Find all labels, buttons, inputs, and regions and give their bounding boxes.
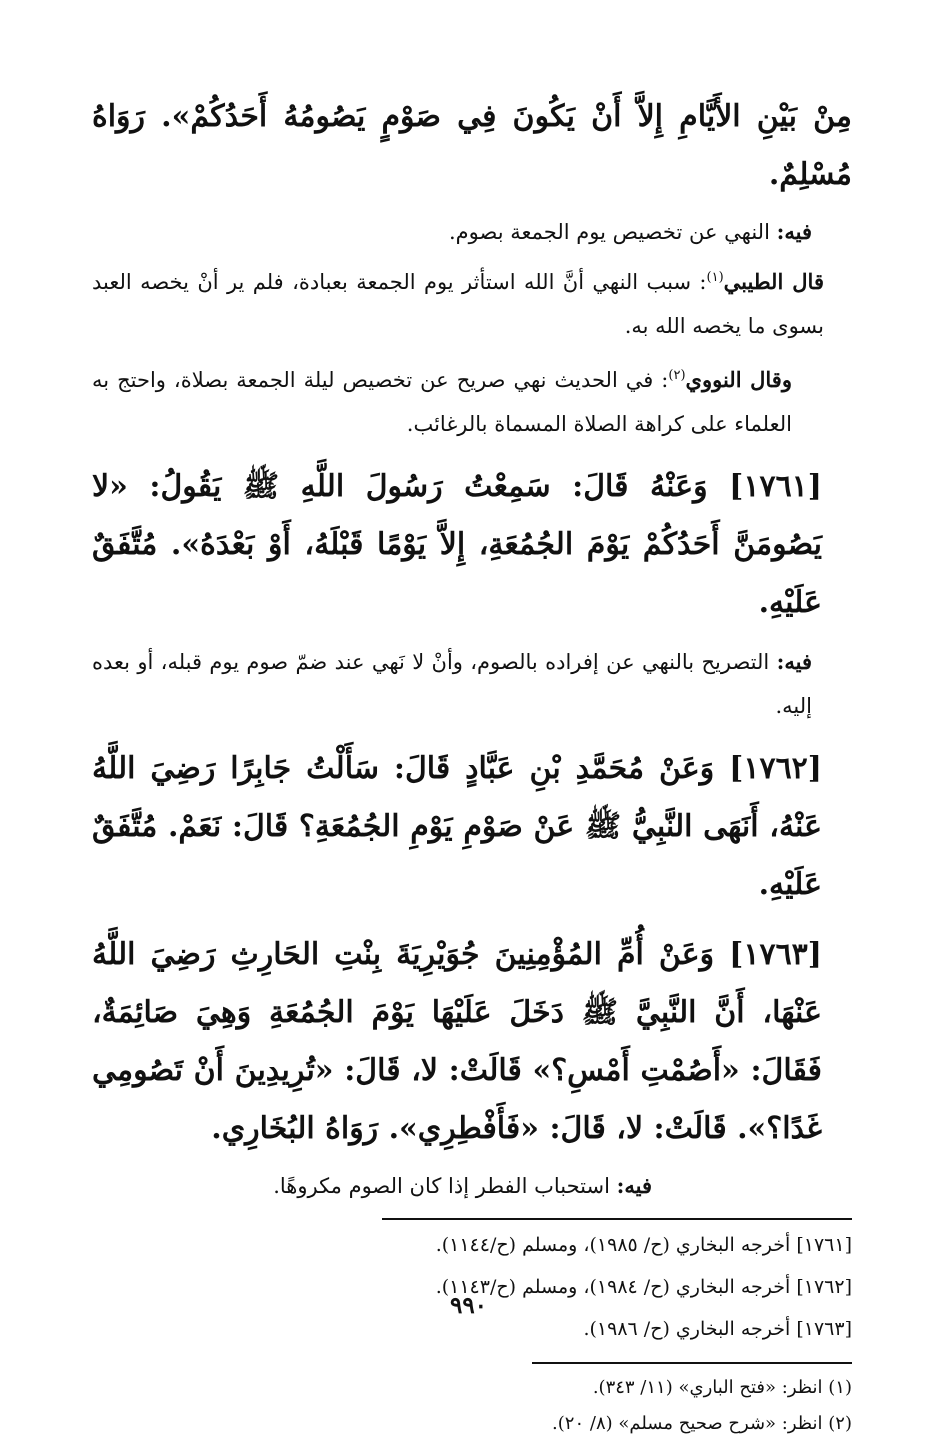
commentary-label: فيه: bbox=[776, 219, 812, 244]
commentary-text: النهي عن تخصيص يوم الجمعة بصوم. bbox=[449, 220, 770, 244]
source-1761: [١٧٦١] أخرجه البخاري (ح/ ١٩٨٥)، ومسلم (ح/١١٤٤). bbox=[435, 1234, 852, 1256]
nawawi-quote bbox=[92, 358, 852, 446]
commentary-1763 bbox=[92, 1164, 852, 1208]
hadith-1762: [١٧٦٢] وَعَنْ مُحَمَّدِ بْنِ عَبَّادٍ قَالَ: سَأَلْتُ جَابِرًا رَضِيَ اللَّهُ عَنْهُ، أَنَهَى النَّبِيُّ ﷺ عَنْ صَوْمِ يَوْمِ الجُمُعَةِ؟ قَالَ: نَعَمْ. مُتَّفَقٌ عَلَيْهِ. bbox=[92, 751, 822, 902]
footnote-ref-2: (٢) bbox=[668, 368, 686, 383]
source-1763: [١٧٦٣] أخرجه البخاري (ح/ ١٩٨٦). bbox=[583, 1318, 852, 1340]
commentary-label: فيه: bbox=[616, 1173, 652, 1198]
footnote-list bbox=[92, 1370, 852, 1442]
tibi-label: قال الطيبي bbox=[723, 269, 824, 294]
sources-divider bbox=[382, 1218, 852, 1220]
footnote-2: (٢) انظر: «شرح صحيح مسلم» (٨/ ٢٠). bbox=[552, 1413, 852, 1434]
footnotes-divider bbox=[532, 1362, 852, 1364]
commentary-text: استحباب الفطر إذا كان الصوم مكروهًا. bbox=[273, 1174, 610, 1198]
commentary-1761 bbox=[92, 640, 852, 728]
tibi-text: : سبب النهي أنَّ الله استأثر يوم الجمعة بعبادة، فلم ير أنْ يخصه العبد بسوى ما يخصه الله به. bbox=[92, 270, 824, 338]
source-list bbox=[92, 1224, 852, 1350]
footnote-ref-1: (١) bbox=[706, 270, 724, 285]
hadith-1763: [١٧٦٣] وَعَنْ أُمِّ المُؤْمِنِينَ جُوَيْرِيَةَ بِنْتِ الحَارِثِ رَضِيَ اللَّهُ عَنْهَا، أَنَّ النَّبِيَّ ﷺ دَخَلَ عَلَيْهَا يَوْمَ الجُمُعَةِ وَهِيَ صَائِمَةٌ، فَقَالَ: «أَصُمْتِ أَمْسِ؟» قَالَتْ: لا، قَالَ: «تُرِيدِينَ أَنْ تَصُومِي غَدًا؟». قَالَتْ: لا، قَالَ: «فَأَفْطِرِي». رَوَاهُ البُخَارِي. bbox=[92, 937, 822, 1146]
tibi-quote bbox=[92, 260, 852, 348]
hadith-continuation: مِنْ بَيْنِ الأَيَّامِ إِلاَّ أَنْ يَكُونَ فِي صَوْمٍ يَصُومُهُ أَحَدُكُمْ». رَوَاهُ مُسْلِمٌ. bbox=[92, 99, 852, 192]
footnote-1: (١) انظر: «فتح الباري» (١١/ ٣٤٣). bbox=[592, 1377, 852, 1398]
nawawi-text: : في الحديث نهي صريح عن تخصيص ليلة الجمعة بصلاة، واحتج به العلماء على كراهة الصلاة المسماة بالرغائب. bbox=[92, 368, 792, 436]
commentary-continuation bbox=[92, 210, 852, 254]
nawawi-label: وقال النووي bbox=[685, 367, 792, 392]
commentary-text: التصريح بالنهي عن إفراده بالصوم، وأنْ لا نَهي عند ضمّ صوم يوم قبله، أو بعده إليه. bbox=[92, 650, 812, 718]
hadith-1761: [١٧٦١] وَعَنْهُ قَالَ: سَمِعْتُ رَسُولَ اللَّهِ ﷺ يَقُولُ: «لا يَصُومَنَّ أَحَدُكُمْ يَوْمَ الجُمُعَةِ، إِلاَّ يَوْمًا قَبْلَهُ، أَوْ بَعْدَهُ». مُتَّفَقٌ عَلَيْهِ. bbox=[92, 469, 822, 620]
source-1762: [١٧٦٢] أخرجه البخاري (ح/ ١٩٨٤)، ومسلم (ح/١١٤٣). bbox=[435, 1276, 852, 1298]
commentary-label: فيه: bbox=[776, 649, 812, 674]
page-body bbox=[92, 88, 852, 1442]
page-number: ٩٩٠ bbox=[449, 1292, 488, 1319]
